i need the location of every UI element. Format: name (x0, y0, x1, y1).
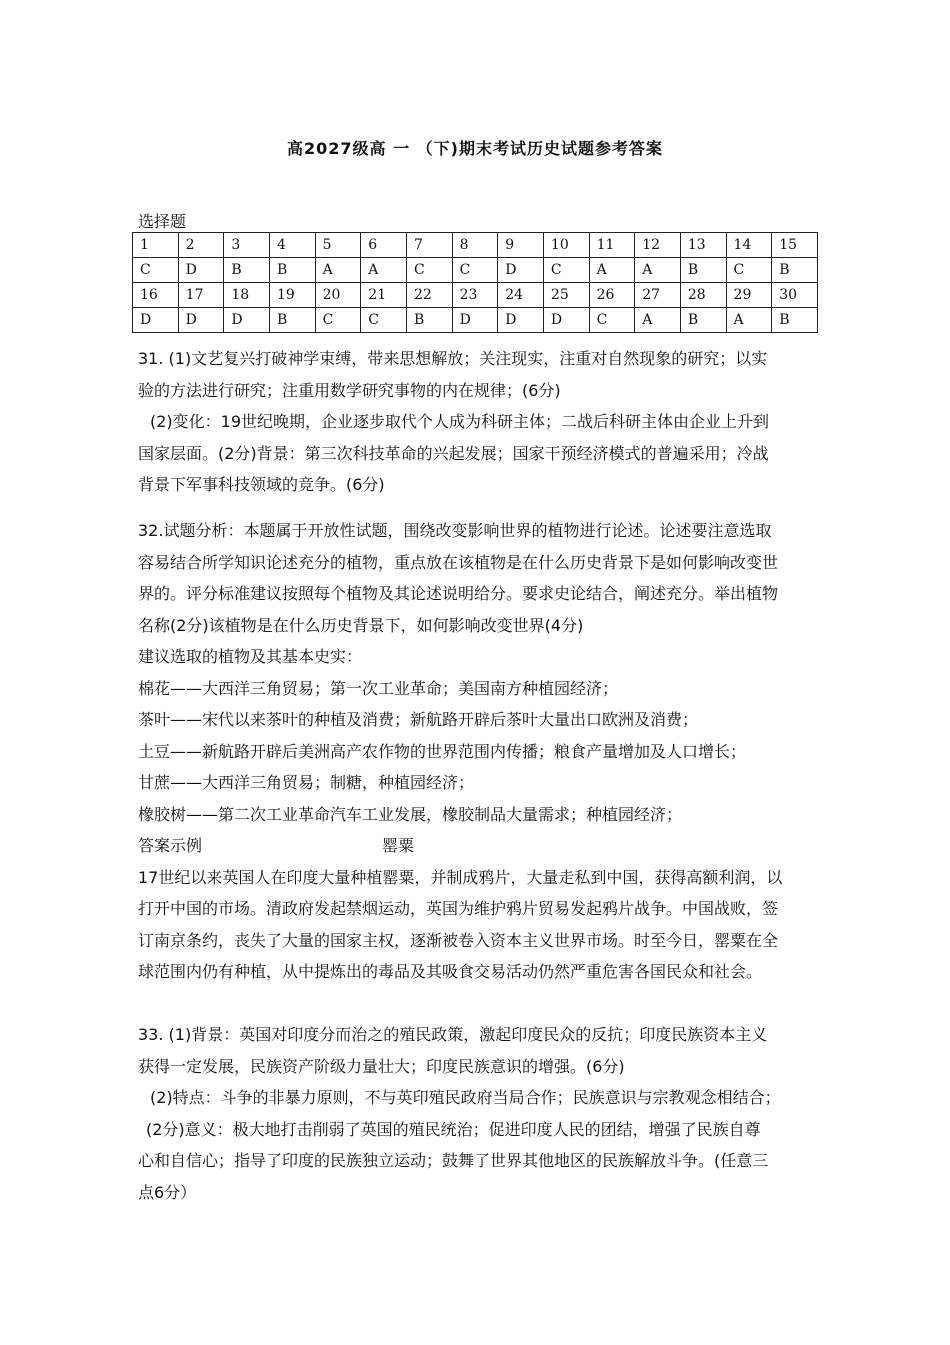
answer-key-cell: B (269, 308, 315, 333)
question-number-cell: 6 (361, 233, 407, 258)
question-number-cell: 3 (224, 233, 270, 258)
answer-key-cell: A (726, 308, 772, 333)
answer-key-cell: D (543, 308, 589, 333)
q32-line: 32.试题分析：本题属于开放性试题，围绕改变影响世界的植物进行论述。论述要注意选取 (138, 521, 772, 540)
q31-line: 31. (1)文艺复兴打破神学束缚，带来思想解放；关注现实，注重对自然现象的研究；以实 (138, 349, 768, 368)
example-plant: 罂粟 (382, 836, 415, 855)
question-number-cell: 17 (178, 283, 224, 308)
question-number-cell: 29 (726, 283, 772, 308)
question-number-cell: 7 (406, 233, 452, 258)
q31-line: 背景下军事科技领域的竞争。(6分) (138, 475, 385, 494)
answer-key-cell: D (178, 258, 224, 283)
answer-key-cell: D (452, 308, 498, 333)
answer-key-cell: A (315, 258, 361, 283)
answer-key-row (133, 308, 818, 333)
question-number-cell: 5 (315, 233, 361, 258)
question-32-answer (138, 515, 818, 988)
question-number-cell: 13 (680, 233, 726, 258)
q33-line: 心和自信心；指导了印度的民族独立运动；鼓舞了世界其他地区的民族解放斗争。(任意三 (138, 1151, 769, 1170)
q33-line: (2)特点：斗争的非暴力原则，不与英印殖民政府当局合作；民族意识与宗教观念相结合； (150, 1088, 781, 1107)
question-number-cell: 20 (315, 283, 361, 308)
answer-key-cell: A (635, 308, 681, 333)
answer-key-row (133, 258, 818, 283)
question-number-cell: 30 (772, 283, 818, 308)
plant-rubber: 橡胶树——第二次工业革命汽车工业发展，橡胶制品大量需求；种植园经济； (138, 804, 683, 824)
question-number-cell: 25 (543, 283, 589, 308)
example-line: 17世纪以来英国人在印度大量种植罂粟，并制成鸦片，大量走私到中国，获得高额利润，以 (138, 867, 783, 887)
answer-key-cell: A (589, 258, 635, 283)
answer-key-cell: C (361, 308, 407, 333)
answer-key-cell: B (680, 308, 726, 333)
q32-line: 界的。评分标准建议按照每个植物及其论述说明给分。要求史论结合，阐述充分。举出植物 (138, 584, 779, 603)
question-number-cell: 18 (224, 283, 270, 308)
question-number-cell: 1 (133, 233, 179, 258)
question-number-cell: 23 (452, 283, 498, 308)
question-number-cell: 12 (635, 233, 681, 258)
answer-key-cell: C (543, 258, 589, 283)
question-number-row (133, 283, 818, 308)
question-number-cell: 22 (406, 283, 452, 308)
answer-table (132, 232, 818, 333)
question-number-cell: 4 (269, 233, 315, 258)
q33-line: 点6分） (138, 1182, 197, 1202)
answer-key-cell: B (269, 258, 315, 283)
plant-sugarcane: 甘蔗——大西洋三角贸易；制糖，种植园经济； (138, 773, 475, 792)
question-number-cell: 14 (726, 233, 772, 258)
question-number-cell: 15 (772, 233, 818, 258)
answer-key-cell: B (224, 258, 270, 283)
question-number-row (133, 233, 818, 258)
q33-line: (2分)意义：极大地打击削弱了英国的殖民统治；促进印度人民的团结，增强了民族自尊 (146, 1119, 761, 1139)
q31-line: (2)变化：19世纪晚期，企业逐步取代个人成为科研主体；二战后科研主体由企业上升到 (150, 412, 770, 431)
answer-key-cell: D (498, 308, 544, 333)
answer-key-cell: D (178, 308, 224, 333)
question-number-cell: 19 (269, 283, 315, 308)
answer-key-cell: C (726, 258, 772, 283)
answer-key-cell: A (361, 258, 407, 283)
example-line: 球范围内仍有种植，从中提炼出的毒品及其吸食交易活动仍然严重危害各国民众和社会。 (138, 962, 763, 981)
question-33-answer (138, 1019, 818, 1208)
plant-potato: 土豆——新航路开辟后美洲高产农作物的世界范围内传播；粮食产量增加及人口增长； (138, 741, 747, 761)
answer-key-cell: C (133, 258, 179, 283)
question-number-cell: 9 (498, 233, 544, 258)
answer-key-cell: C (589, 308, 635, 333)
page-title: 高2027级高 一 （下)期末考试历史试题参考答案 (287, 139, 663, 158)
answer-key-cell: D (498, 258, 544, 283)
question-number-cell: 16 (133, 283, 179, 308)
plant-cotton: 棉花——大西洋三角贸易；第一次工业革命；美国南方种植园经济； (138, 678, 619, 698)
answer-key-cell: C (452, 258, 498, 283)
example-line: 订南京条约，丧失了大量的国家主权，逐渐被卷入资本主义世界市场。时至今日，罂粟在全 (138, 930, 779, 950)
question-number-cell: 26 (589, 283, 635, 308)
question-number-cell: 10 (543, 233, 589, 258)
q33-line: 33. (1)背景：英国对印度分而治之的殖民政策，激起印度民众的反抗；印度民族资本主义 (138, 1025, 768, 1044)
question-number-cell: 24 (498, 283, 544, 308)
q31-line: 国家层面。(2分)背景：第三次科技革命的兴起发展；国家干预经济模式的普遍采用；冷战 (138, 443, 769, 463)
question-number-cell: 27 (635, 283, 681, 308)
question-number-cell: 8 (452, 233, 498, 258)
answer-key-cell: C (406, 258, 452, 283)
plant-tea: 茶叶——宋代以来茶叶的种植及消费；新航路开辟后茶叶大量出口欧洲及消费； (138, 710, 699, 729)
q32-line: 建议选取的植物及其基本史实： (138, 647, 363, 666)
question-number-cell: 2 (178, 233, 224, 258)
example-label: 答案示例 (138, 836, 203, 855)
q32-line: 名称(2分)该植物是在什么历史背景下，如何影响改变世界(4分) (138, 615, 584, 635)
answer-key-cell: B (406, 308, 452, 333)
example-line: 打开中国的市场。清政府发起禁烟运动，英国为维护鸦片贸易发起鸦片战争。中国战败，签 (138, 899, 779, 918)
answer-key-cell: B (772, 258, 818, 283)
example-heading (138, 830, 818, 862)
answer-key-cell: A (635, 258, 681, 283)
question-31-answer (138, 343, 818, 501)
q32-line: 容易结合所学知识论述充分的植物，重点放在该植物是在什么历史背景下是如何影响改变世 (138, 552, 779, 572)
q31-line: 验的方法进行研究；注重用数学研究事物的内在规律；(6分) (138, 380, 561, 400)
answer-key-cell: D (224, 308, 270, 333)
choice-section-label: 选择题 (138, 212, 187, 231)
question-number-cell: 28 (680, 283, 726, 308)
q33-line: 获得一定发展，民族资产阶级力量壮大；印度民族意识的增强。(6分) (138, 1056, 625, 1076)
question-number-cell: 11 (589, 233, 635, 258)
question-number-cell: 21 (361, 283, 407, 308)
answer-key-cell: B (772, 308, 818, 333)
answer-key-cell: C (315, 308, 361, 333)
answer-key-cell: B (680, 258, 726, 283)
answer-key-cell: D (133, 308, 179, 333)
